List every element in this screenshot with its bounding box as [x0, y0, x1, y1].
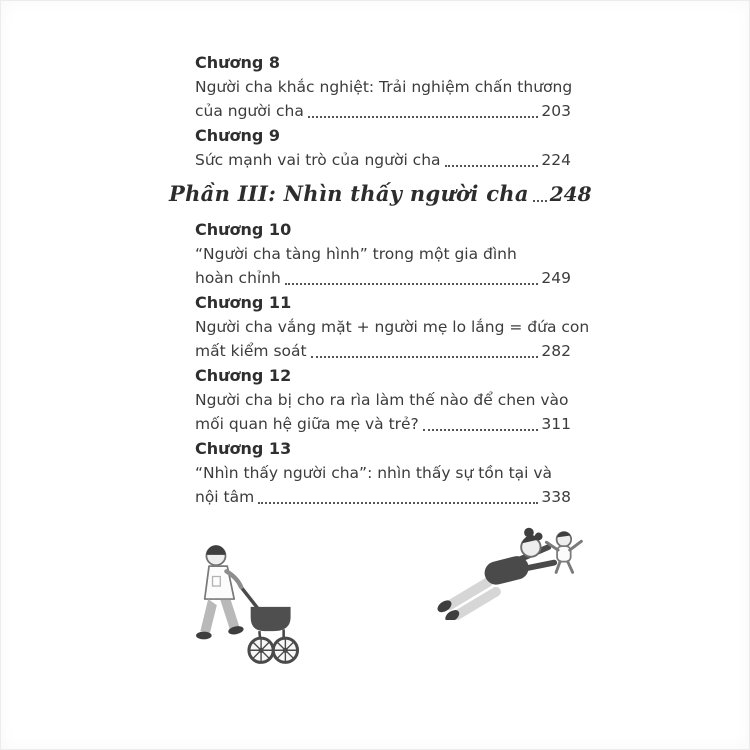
chapter-heading: Chương 10 — [195, 220, 292, 239]
dot-leader — [423, 429, 539, 431]
toc-line — [195, 339, 571, 363]
man-pushing-stroller-icon — [183, 534, 301, 673]
dot-leader — [445, 165, 539, 167]
page-number: 338 — [541, 488, 571, 506]
toc-entry — [195, 364, 571, 436]
toc-line — [195, 266, 571, 290]
chapter-title-end: của người cha — [195, 102, 304, 120]
chapter-title-end: mất kiểm soát — [195, 342, 307, 360]
toc-line — [195, 148, 571, 172]
chapter-title-line: Người cha bị cho ra rìa làm thế nào để chen vào — [195, 391, 569, 409]
toc-entry — [195, 291, 590, 363]
toc-entry — [195, 218, 571, 290]
part-heading-row — [169, 179, 592, 209]
dot-leader — [533, 200, 547, 202]
chapter-heading: Chương 12 — [195, 366, 292, 385]
toc-line — [195, 99, 571, 123]
toc-line — [195, 412, 571, 436]
chapter-heading: Chương 9 — [195, 126, 281, 145]
dot-leader — [258, 502, 538, 504]
toc-entry — [195, 124, 571, 172]
toc-line — [195, 485, 571, 509]
page-number: 248 — [549, 182, 592, 206]
chapter-title-end: nội tâm — [195, 488, 255, 506]
page-number: 224 — [541, 151, 571, 169]
parent-holding-child-icon — [428, 518, 593, 620]
chapter-heading: Chương 13 — [195, 439, 292, 458]
man-pushing-stroller-illustration — [183, 534, 301, 673]
parent-holding-child-illustration — [428, 518, 593, 620]
dot-leader — [285, 283, 539, 285]
toc-entry — [195, 51, 571, 123]
chapter-title-line: Người cha vắng mặt + người mẹ lo lắng = đứa con — [195, 318, 590, 336]
page-number: 203 — [541, 102, 571, 120]
chapter-title-line: “Nhìn thấy người cha”: nhìn thấy sự tồn tại và — [195, 464, 553, 482]
chapter-title-end: mối quan hệ giữa mẹ và trẻ? — [195, 415, 419, 433]
dot-leader — [311, 356, 539, 358]
chapter-title-end: hoàn chỉnh — [195, 269, 281, 287]
chapter-title-line: Người cha khắc nghiệt: Trải nghiệm chấn thương — [195, 78, 573, 96]
toc-entry — [195, 437, 571, 509]
dot-leader — [308, 116, 539, 118]
page-number: 282 — [541, 342, 571, 360]
page-number: 311 — [541, 415, 571, 433]
chapter-heading: Chương 8 — [195, 53, 281, 72]
chapter-title-line: “Người cha tàng hình” trong một gia đình — [195, 245, 517, 263]
chapter-title-end: Sức mạnh vai trò của người cha — [195, 151, 441, 169]
page-number: 249 — [541, 269, 571, 287]
part-heading: Phần III: Nhìn thấy người cha — [169, 181, 529, 206]
table-of-contents — [169, 50, 592, 509]
chapter-heading: Chương 11 — [195, 293, 292, 312]
